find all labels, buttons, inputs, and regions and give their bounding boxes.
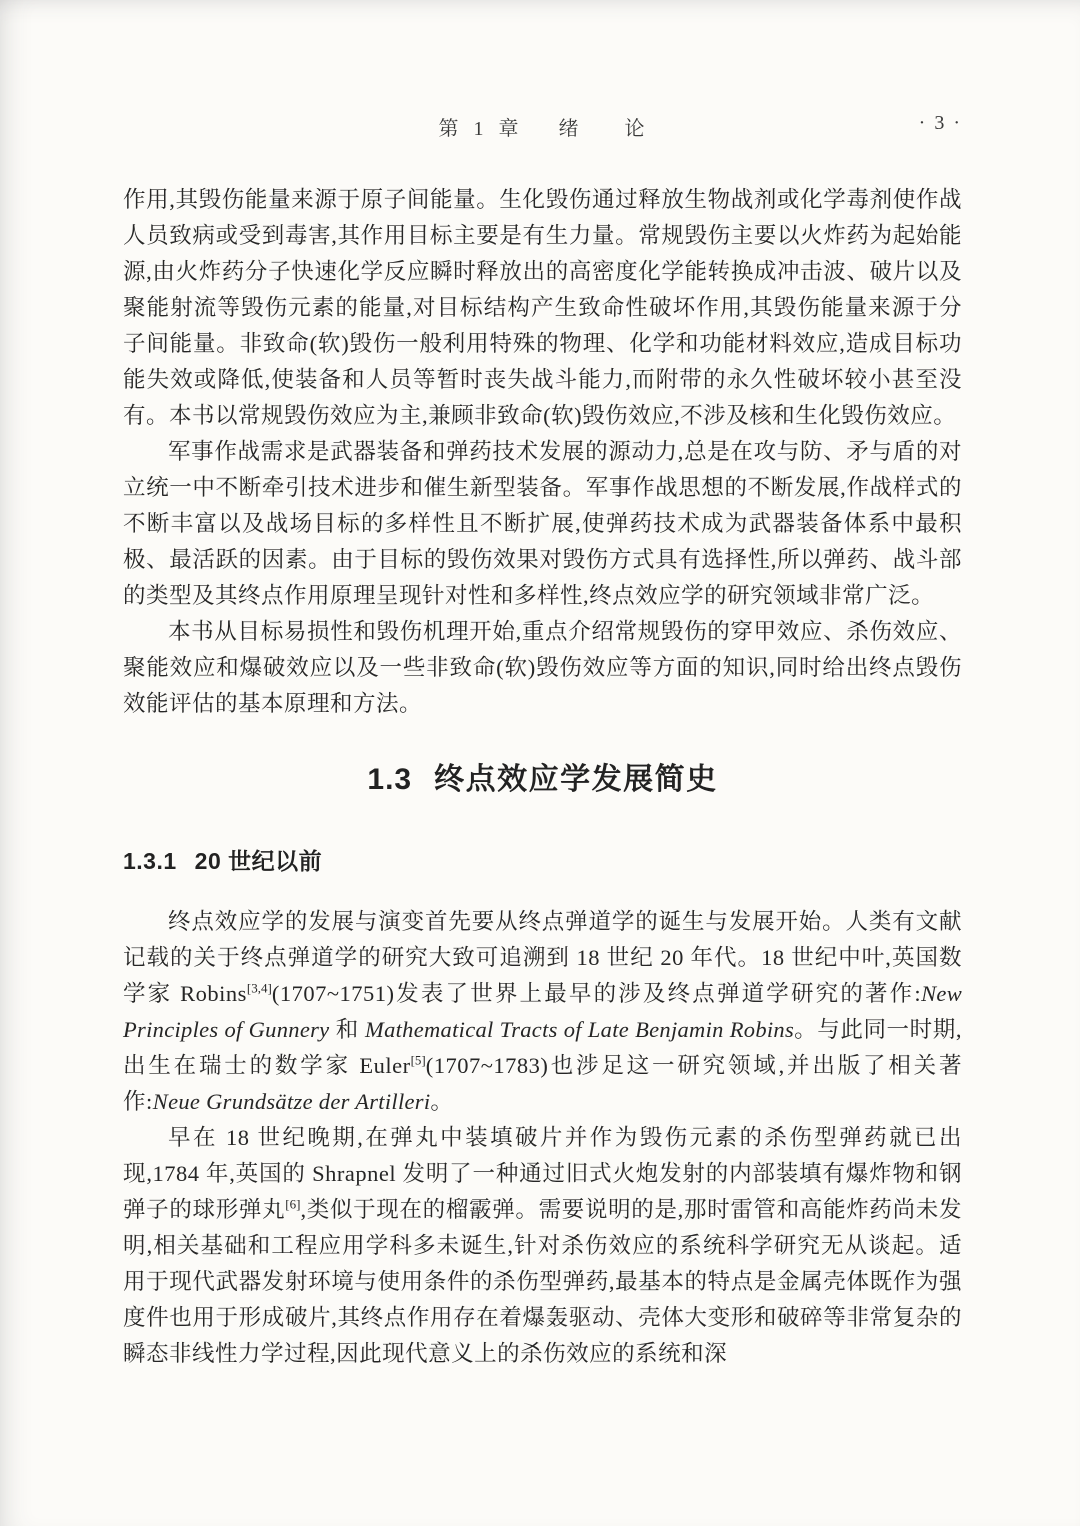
book-title: Neue Grundsätze der Artilleri [152,1089,431,1114]
text-run: 作用,其毁伤能量来源于原子间能量。生化毁伤通过释放生物战剂或化学毒剂使作战人员致病或受到毒害,其作用目标主要是有生力量。常规毁伤主要以火炸药为起始能源,由火炸药分子快速化学反应瞬时释放出的高密度化学能转换成冲击波、破片以及聚能射流等毁伤元素的能量,对目标结构产生致命性破坏作用,其毁伤能量来源于分子间能量。非致命(软)毁伤一般利用特殊的物理、化学和功能材料效应,造成目标功能失效或降低,使装备和人员等暂时丧失战斗能力,而附带的永久性破坏较小甚至没有。本书以常规毁伤效应为主,兼顾非致命(软)毁伤效应,不涉及核和生化毁伤效应。 [123,187,962,428]
book-title: Mathematical Tracts of Late Benjamin Robins [365,1017,795,1042]
book-title: New Principles of Gunnery [123,981,962,1042]
text-run: 。与此同一时期,出生在瑞士的数学家 Euler [123,1017,962,1078]
subsection-title: 20 世纪以前 [194,848,323,874]
citation-ref: [5] [410,1052,426,1068]
subsection-number: 1.3.1 [123,848,177,874]
text-run: 军事作战需求是武器装备和弹药技术发展的源动力,总是在攻与防、矛与盾的对立统一中不断牵引技术进步和催生新型装备。军事作战思想的不断发展,作战样式的不断丰富以及战场目标的多样性且不断扩展,使弹药技术成为武器装备体系中最积极、最活跃的因素。由于目标的毁伤效果对毁伤方式具有选择性,所以弹药、战斗部的类型及其终点作用原理呈现针对性和多样性,终点效应学的研究领域非常广泛。 [123,439,962,608]
chapter-title: 绪 论 [558,118,647,140]
page-content [123,182,962,1372]
text-run: (1707~1783)也涉足这一研究领域,并出版了相关著作: [123,1053,962,1114]
text-run: 。 [430,1089,454,1114]
text-run: 和 [329,1017,366,1042]
section-number: 1.3 [367,763,413,796]
section-title: 终点效应学发展简史 [434,763,718,796]
body-paragraph [123,182,962,434]
text-run: 早在 18 世纪晚期,在弹丸中装填破片并作为毁伤元素的杀伤型弹药就已出现,1784 年,英国的 Shrapnel 发明了一种通过旧式火炮发射的内部装填有爆炸物和钢弹子的球形弹丸 [123,1125,962,1222]
subsection-heading [123,846,962,876]
citation-ref: [6] [285,1196,301,1212]
chapter-label: 第 1 章 [438,118,524,140]
citation-ref: [3,4] [246,980,272,996]
text-run: (1707~1751)发表了世界上最早的涉及终点弹道学研究的著作: [271,981,922,1006]
text-run: 本书从目标易损性和毁伤机理开始,重点介绍常规毁伤的穿甲效应、杀伤效应、聚能效应和爆破效应以及一些非致命(软)毁伤效应等方面的知识,同时给出终点毁伤效能评估的基本原理和方法。 [123,619,962,716]
text-run: 终点效应学的发展与演变首先要从终点弹道学的诞生与发展开始。人类有文献记载的关于终点弹道学的研究大致可追溯到 18 世纪 20 年代。18 世纪中叶,英国数学家 Robins [123,909,962,1006]
body-paragraph [123,904,962,1120]
body-paragraph [123,1120,962,1372]
running-head [123,112,962,141]
page-header [123,0,962,142]
body-paragraph [123,434,962,614]
page-number: · 3 · [918,112,962,134]
body-paragraph [123,614,962,722]
text-run: ,类似于现在的榴霰弹。需要说明的是,那时雷管和高能炸药尚未发明,相关基础和工程应用学科多未诞生,针对杀伤效应的系统科学研究无从谈起。适用于现代武器发射环境与使用条件的杀伤型弹药,最基本的特点是金属壳体既作为强度件也用于形成破片,其终点作用存在着爆轰驱动、壳体大变形和破碎等非常复杂的瞬态非线性力学过程,因此现代意义上的杀伤效应的系统和深 [123,1197,962,1366]
section-heading [123,758,962,802]
